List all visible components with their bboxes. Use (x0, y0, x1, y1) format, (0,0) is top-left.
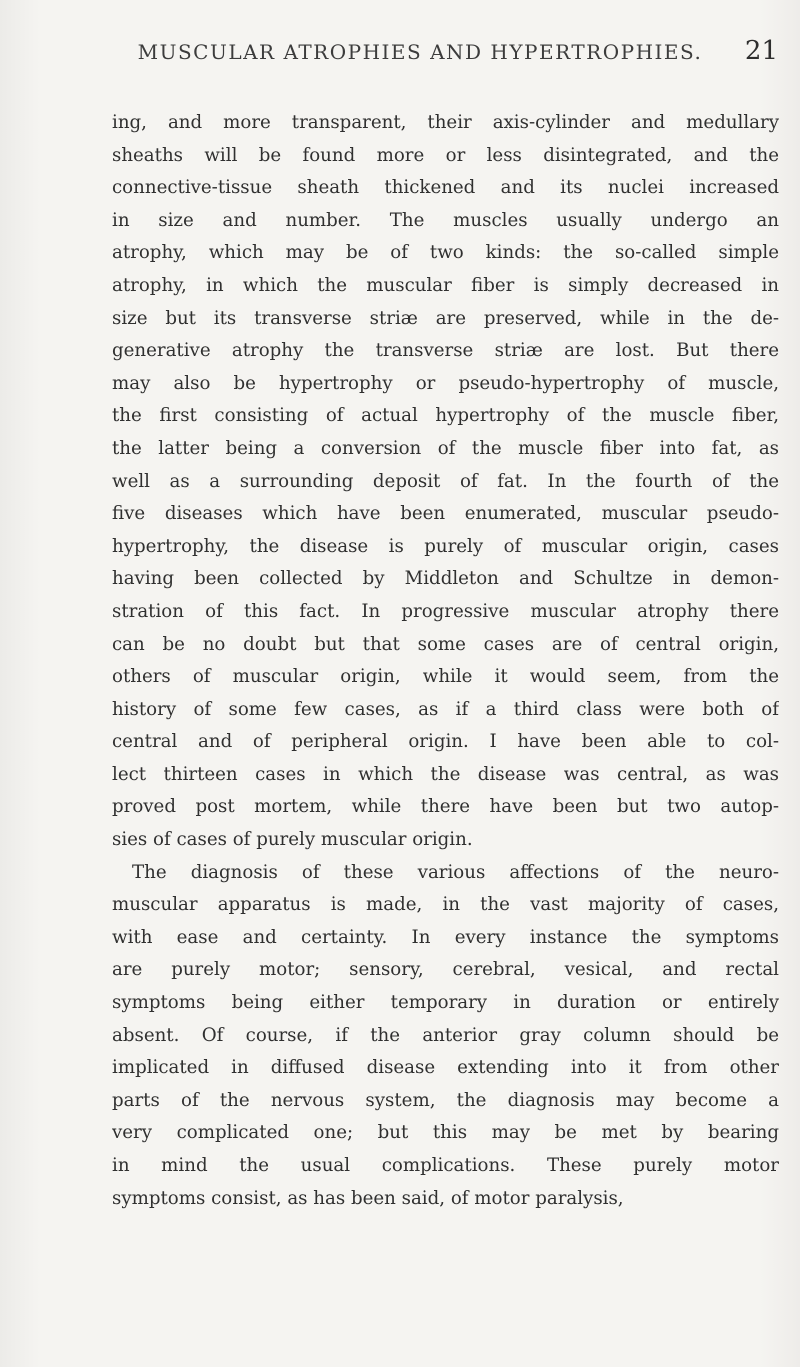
text-line: sheaths will be found more or less disintegrated, and the (112, 144, 779, 166)
text-line: central and of peripheral origin. I have been able to col- (112, 731, 779, 753)
text-line: symptoms consist, as has been said, of motor paralysis, (112, 1187, 624, 1209)
page-number: 21 (744, 36, 778, 66)
text-line: atrophy, in which the muscular fiber is simply decreased in (112, 274, 779, 296)
text-line: history of some few cases, as if a third class were both of (112, 698, 779, 720)
running-head: MUSCULAR ATROPHIES AND HYPERTROPHIES. (137, 40, 703, 64)
text-line: symptoms being either temporary in duration or entirely (112, 992, 779, 1014)
text-line: in size and number. The muscles usually undergo an (112, 209, 779, 231)
text-line: hypertrophy, the disease is purely of muscular origin, cases (112, 535, 779, 557)
text-line: can be no doubt but that some cases are of central origin, (112, 633, 779, 655)
text-line: connective-tissue sheath thickened and its nuclei increased (112, 177, 779, 199)
text-line: with ease and certainty. In every instance the symptoms (112, 926, 779, 948)
text-line: generative atrophy the transverse striæ are lost. But there (112, 340, 779, 362)
text-line: proved post mortem, while there have been but two autop- (112, 796, 779, 818)
body-text (112, 107, 779, 1215)
text-line: stration of this fact. In progressive muscular atrophy there (112, 600, 779, 622)
text-line: muscular apparatus is made, in the vast majority of cases, (112, 894, 779, 916)
text-line: well as a surrounding deposit of fat. In the fourth of the (112, 470, 779, 492)
paragraph (112, 107, 779, 857)
text-line: The diagnosis of these various affections of the neuro- (132, 861, 779, 883)
text-line: lect thirteen cases in which the disease was central, as was (112, 763, 779, 785)
text-line: others of muscular origin, while it would seem, from the (112, 666, 779, 688)
text-line: ing, and more transparent, their axis-cylinder and medullary (112, 112, 779, 133)
text-line: sies of cases of purely muscular origin. (112, 829, 473, 851)
text-line: the latter being a conversion of the muscle fiber into fat, as (112, 437, 779, 459)
text-line: absent. Of course, if the anterior gray column should be (112, 1024, 779, 1046)
text-line: size but its transverse striæ are preserved, while in the de- (112, 307, 779, 329)
page-header (112, 36, 778, 80)
paragraph (112, 857, 779, 1216)
text-line: five diseases which have been enumerated, muscular pseudo- (112, 503, 779, 525)
text-line: parts of the nervous system, the diagnosis may become a (112, 1089, 779, 1111)
text-line: the first consisting of actual hypertrophy of the muscle fiber, (112, 405, 779, 427)
text-line: implicated in diffused disease extending into it from other (112, 1057, 779, 1079)
text-line: very complicated one; but this may be met by bearing (112, 1122, 779, 1144)
text-line: are purely motor; sensory, cerebral, vesical, and rectal (112, 959, 779, 981)
text-line: atrophy, which may be of two kinds: the so-called simple (112, 242, 779, 264)
text-line: may also be hypertrophy or pseudo-hypertrophy of muscle, (112, 372, 779, 394)
text-line: having been collected by Middleton and Schultze in demon- (112, 568, 779, 590)
text-line: in mind the usual complications. These purely motor (112, 1155, 779, 1176)
